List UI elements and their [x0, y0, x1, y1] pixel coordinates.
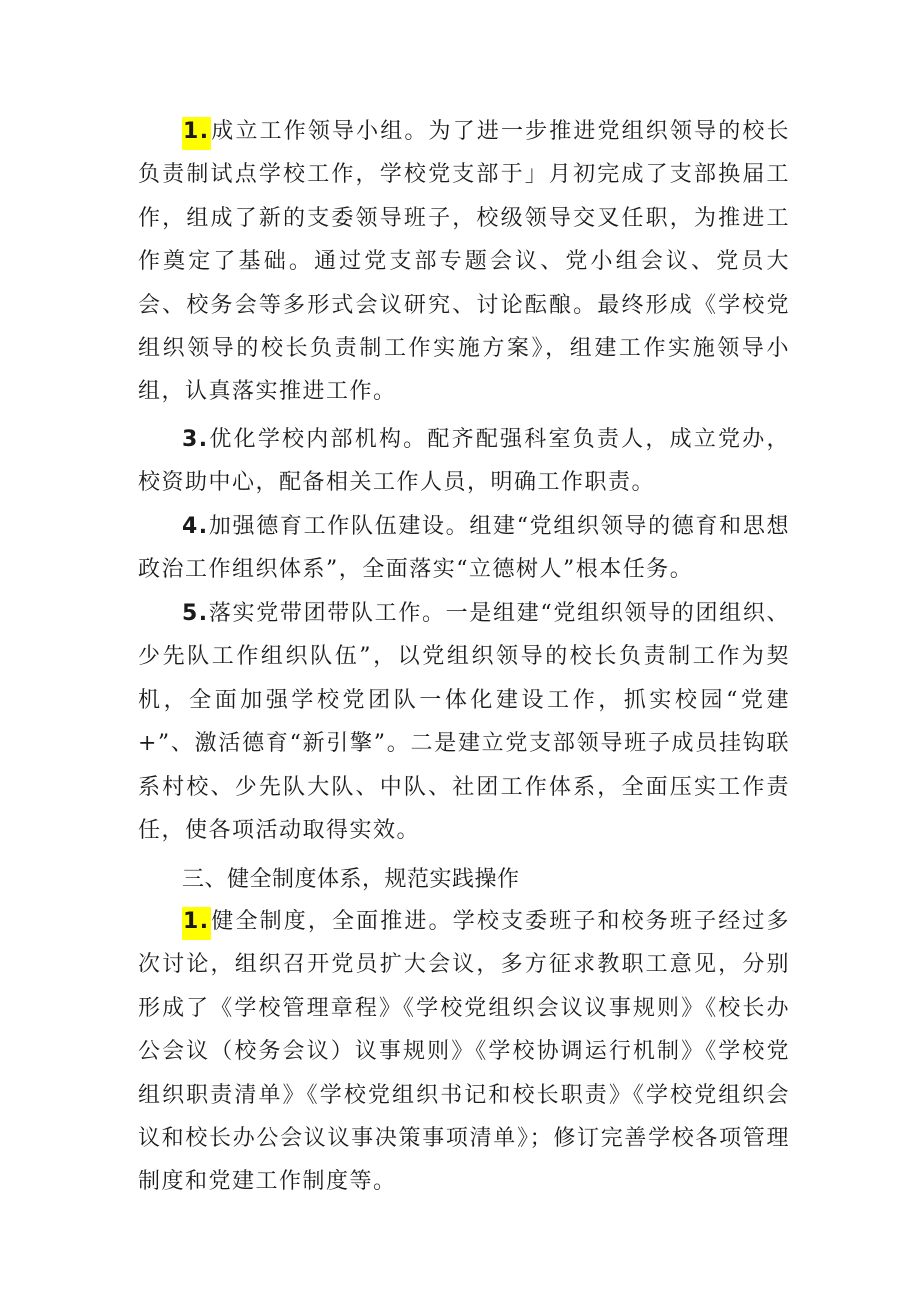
paragraph-number-highlighted: 1. — [182, 907, 211, 940]
paragraph-4 — [138, 505, 790, 592]
paragraph-number: 4. — [182, 514, 209, 539]
paragraph-3 — [138, 418, 790, 505]
paragraph-text: 落实党带团带队工作。一是组建“党组织领导的团组织、少先队工作组织队伍”，以党组织领导的校长负责制工作为契机，全面加强学校党团队一体化建设工作，抓实校园“党建+”、激活德育“新引擎”。二是建立党支部领导班子成员挂钩联系村校、少先队大队、中队、社团工作体系，全面压实工作责任，使各项活动取得实效。 — [138, 601, 790, 844]
paragraph-text: 优化学校内部机构。配齐配强科室负责人，成立党办，校资助中心，配备相关工作人员，明确工作职责。 — [138, 427, 790, 496]
paragraph-number: 5. — [182, 601, 209, 626]
section-paragraph-1 — [138, 900, 790, 1204]
paragraph-text: 健全制度，全面推进。学校支委班子和校务班子经过多次讨论，组织召开党员扩大会议，多方征求教职工意见，分别形成了《学校管理章程》《学校党组织会议议事规则》《校长办公会议（校务会议）议事规则》《学校协调运行机制》《学校党组织职责清单》《学校党组织书记和校长职责》《学校党组织会议和校长办公会议议事决策事项清单》；修订完善学校各项管理制度和党建工作制度等。 — [138, 909, 790, 1195]
paragraph-1 — [138, 110, 790, 414]
section-heading: 三、健全制度体系，规范实践操作 — [182, 867, 520, 892]
paragraph-number-highlighted: 1. — [182, 117, 211, 150]
paragraph-text: 成立工作领导小组。为了进一步推进党组织领导的校长负责制试点学校工作，学校党支部于」月初完成了支部换届工作，组成了新的支委领导班子，校级领导交叉任职，为推进工作奠定了基础。通过党支部专题会议、党小组会议、党员大会、校务会等多形式会议研究、讨论酝酿。最终形成《学校党组织领导的校长负责制工作实施方案》，组建工作实施领导小组，认真落实推进工作。 — [138, 119, 790, 405]
paragraph-5 — [138, 592, 790, 852]
paragraph-text: 加强德育工作队伍建设。组建“党组织领导的德育和思想政治工作组织体系”，全面落实“立德树人”根本任务。 — [138, 514, 790, 583]
paragraph-number: 3. — [182, 427, 209, 452]
